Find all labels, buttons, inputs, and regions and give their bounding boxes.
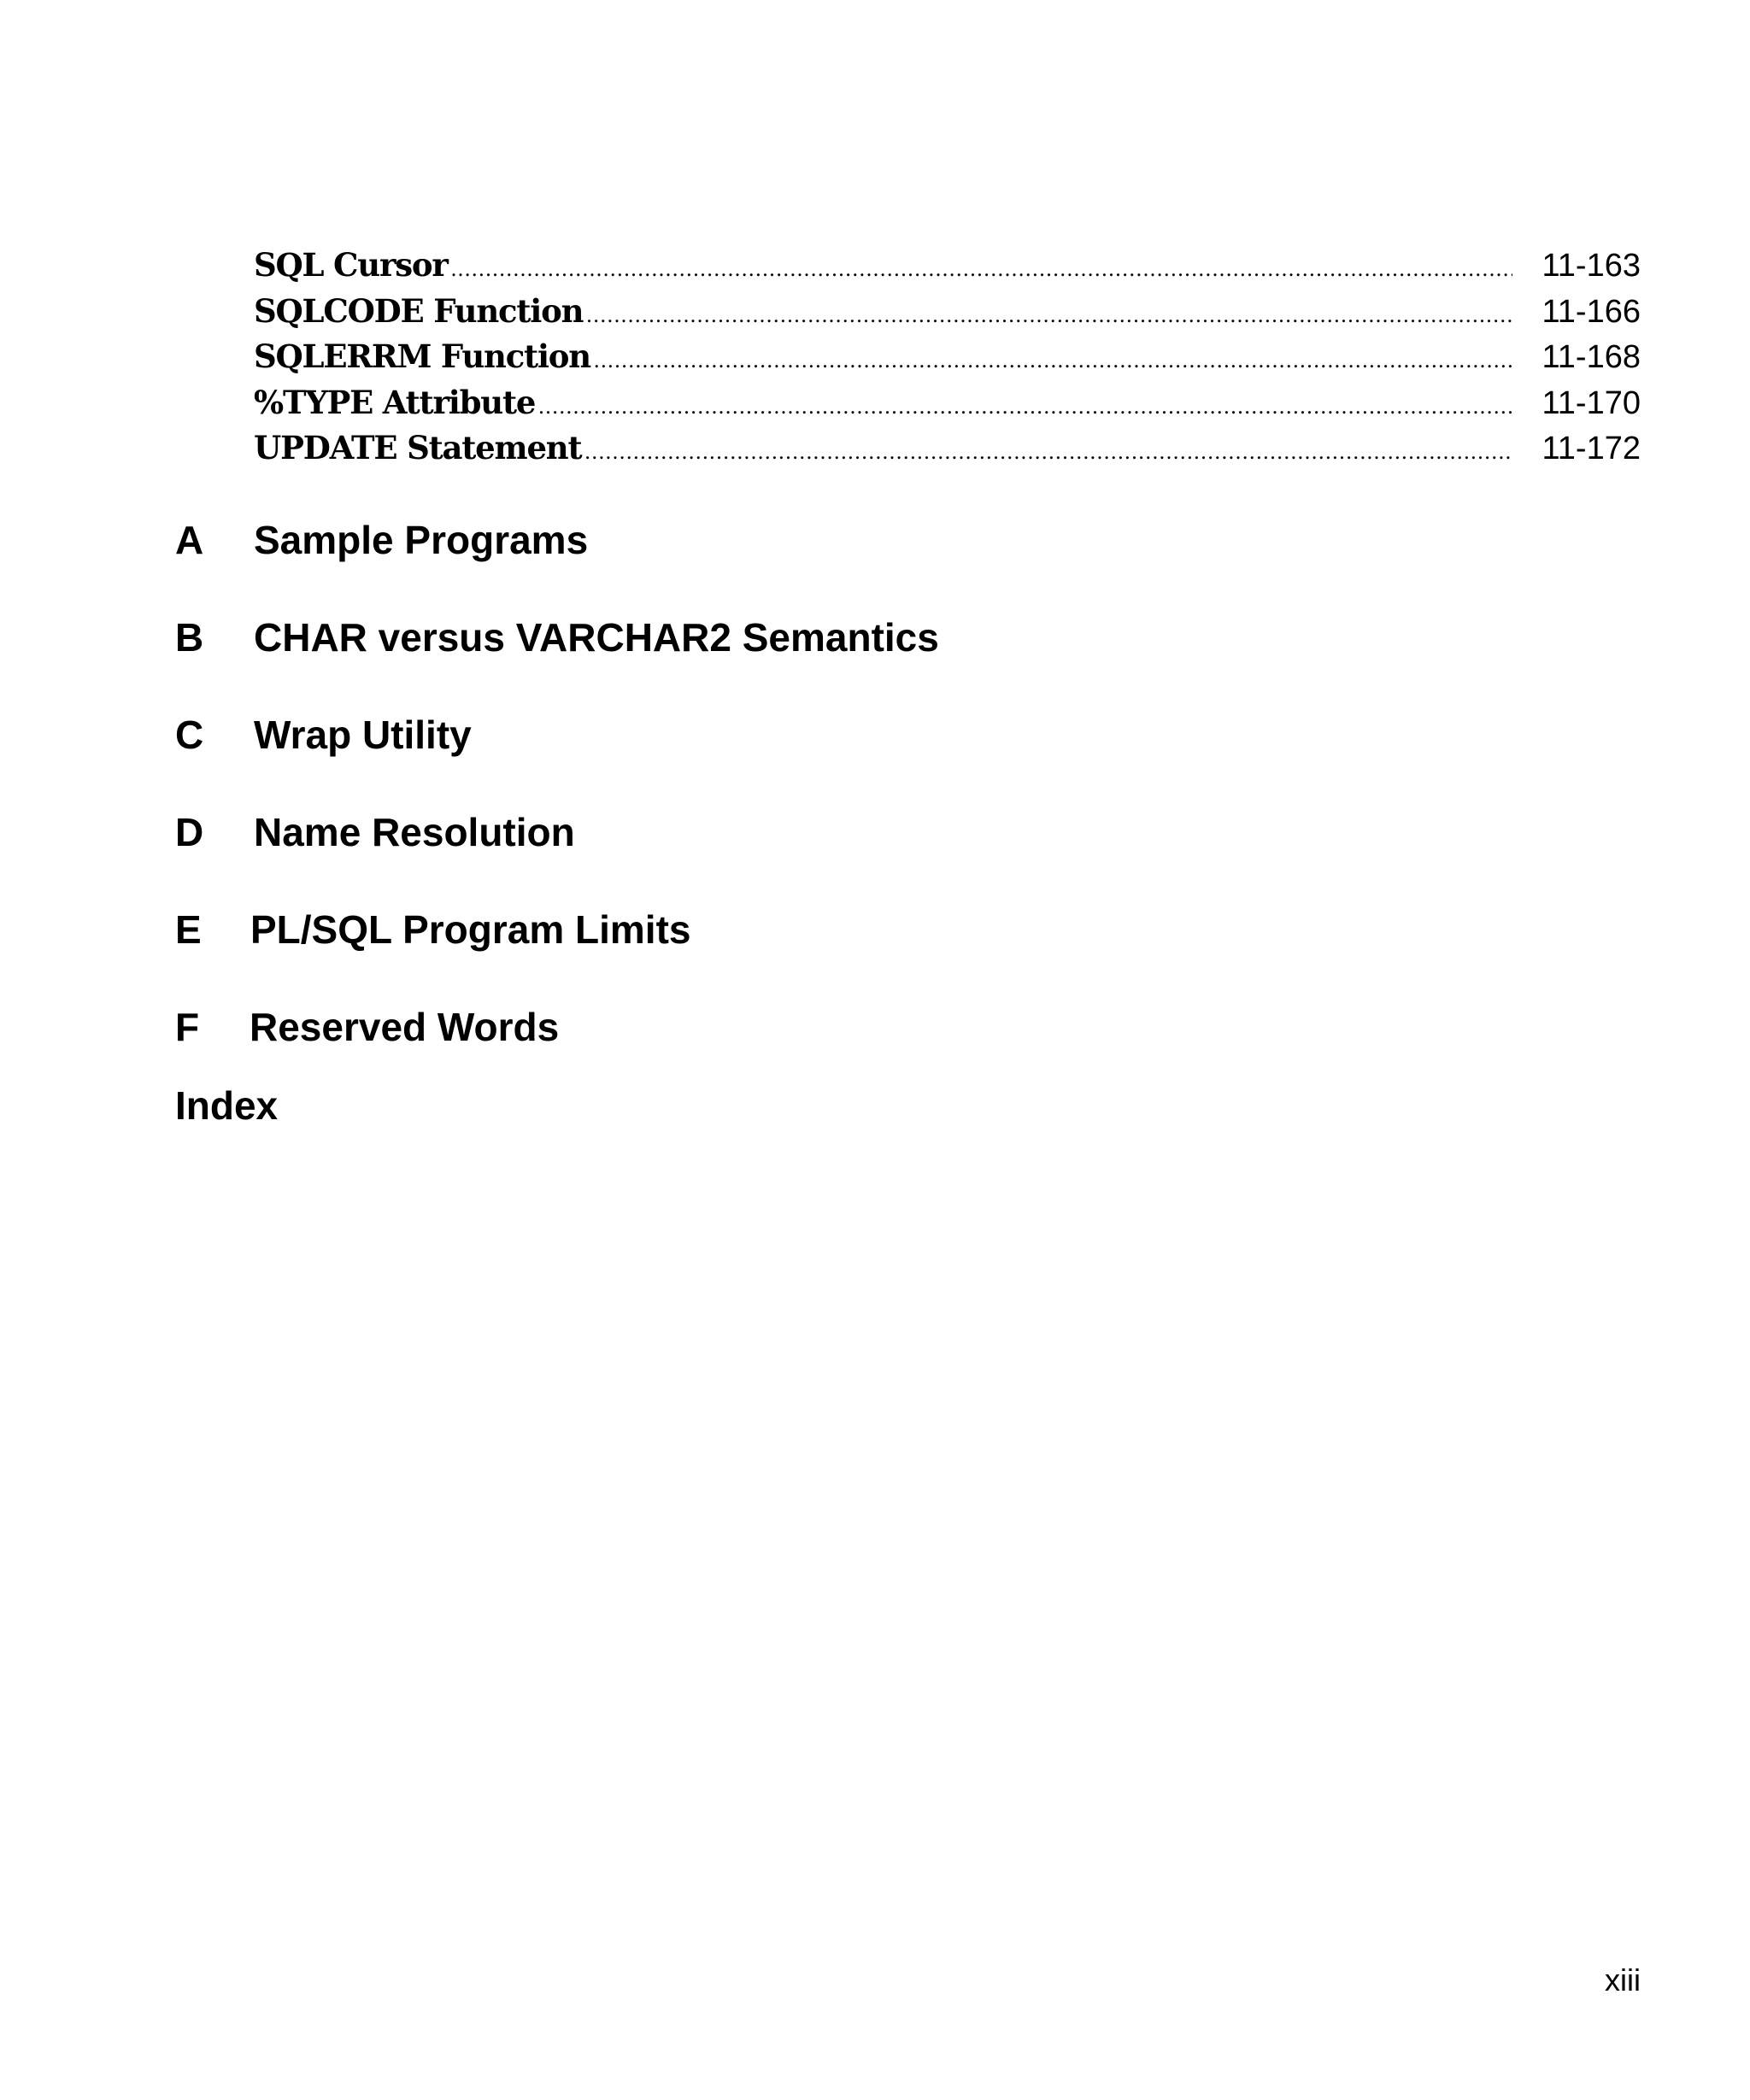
appendix-letter: C xyxy=(175,713,204,757)
appendix-letter: A xyxy=(175,518,204,562)
appendix-title: Wrap Utility xyxy=(254,713,472,757)
appendix-heading-a[interactable] xyxy=(175,516,588,564)
appendix-letter: D xyxy=(175,810,204,854)
toc-entry-sqlcode-function[interactable] xyxy=(254,289,1641,335)
toc-entry-title: UPDATE Statement xyxy=(254,429,582,466)
toc-entry-title: SQLCODE Function xyxy=(254,291,584,330)
toc-entry-page: 11-170 xyxy=(1542,384,1641,421)
appendix-heading-c[interactable] xyxy=(175,711,472,759)
toc-entry-page: 11-163 xyxy=(1542,248,1641,284)
appendix-letter: F xyxy=(175,1005,200,1049)
toc-entry-title: SQL Cursor xyxy=(254,246,448,284)
toc-entry-update-statement[interactable] xyxy=(254,425,1641,472)
appendix-heading-d[interactable] xyxy=(175,808,575,856)
toc-entry-page: 11-166 xyxy=(1542,293,1641,330)
toc-entry-sql-cursor[interactable] xyxy=(254,243,1641,289)
toc-entry-list xyxy=(254,243,1641,472)
appendix-heading-b[interactable] xyxy=(175,613,939,661)
toc-entry-title: SQLERRM Function xyxy=(254,337,590,375)
dot-leader xyxy=(451,246,1512,292)
toc-entry-page: 11-172 xyxy=(1542,431,1641,466)
appendix-heading-f[interactable] xyxy=(175,1003,559,1051)
toc-entry-type-attribute[interactable] xyxy=(254,380,1641,426)
page-number: xiii xyxy=(1605,1962,1641,1997)
appendix-letter: B xyxy=(175,615,204,660)
appendix-title: CHAR versus VARCHAR2 Semantics xyxy=(254,615,939,660)
dot-leader xyxy=(594,337,1512,384)
appendix-title: Name Resolution xyxy=(254,810,575,854)
appendix-title: Reserved Words xyxy=(250,1005,560,1049)
dot-leader xyxy=(584,429,1512,475)
appendix-title: Sample Programs xyxy=(254,518,589,562)
dot-leader xyxy=(586,292,1512,338)
index-heading[interactable]: Index xyxy=(175,1083,279,1128)
appendix-title: PL/SQL Program Limits xyxy=(250,907,691,952)
appendix-heading-e[interactable] xyxy=(175,906,690,953)
toc-entry-page: 11-168 xyxy=(1542,339,1641,375)
toc-entry-title: %TYPE Attribute xyxy=(254,383,536,421)
toc-entry-sqlerrm-function[interactable] xyxy=(254,334,1641,380)
dot-leader xyxy=(538,384,1512,430)
appendix-letter: E xyxy=(175,907,202,952)
